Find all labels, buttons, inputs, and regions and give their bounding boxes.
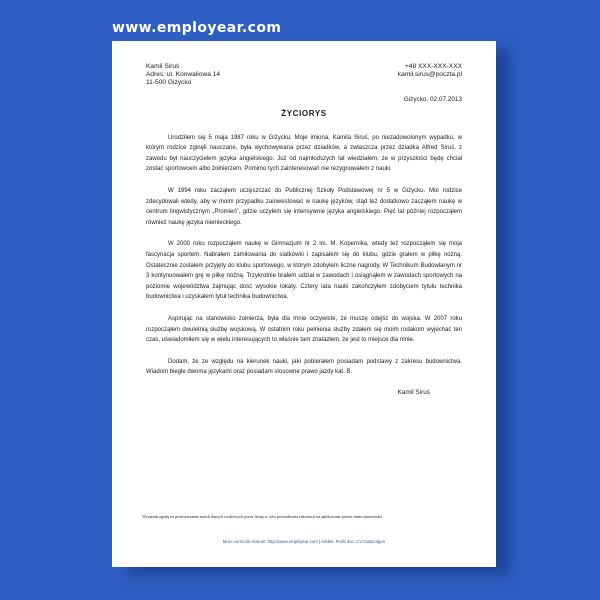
sender-address: Adres: ul. Konwaliowa 14 <box>146 71 221 79</box>
letter-header <box>146 63 462 88</box>
sender-name: Kamil Siruś <box>146 63 180 70</box>
contact-block <box>398 63 462 88</box>
contact-phone: +48 XXX-XXX-XXX <box>405 63 462 70</box>
letter-date: Giżycko, 02.07.2013 <box>403 95 462 103</box>
sender-city: 11-500 Giżycko <box>146 79 192 87</box>
consent-footnote: Wyrażam zgodę na przetwarzanie moich danych osobowych przez firmę w celu prowadzenia rekrutacji na aplikowane przeze mnie stanowisko. <box>142 514 383 519</box>
paragraph-2: W 1994 roku zacząłem uczęszczać do Publicznej Szkoły Podstawowej nr 5 w Giżycku. Moi rodzice zdecydowali wtedy, aby w moim przypadku zainwestować w naukę języków, stąd też dodatkowo zacząłem naukę w centrum lingwistycznym „Promień”, gdzie uczyłem się intensywnie języka angielskiego. Pięć lat później rozpocząłem również naukę języka niemieckiego. <box>146 187 462 226</box>
paragraph-4: Aspirując na stanowisko żołnierza, była dla mnie oczywiste, że muszę odejść do wojska. W 2007 roku rozpocząłem dwuletnią służbę wojskową. W ostatnim roku pełnienia służby zdałem się moim rodakom wyjechać ten czas, uświadomiłem się w wielu interesujących to właśnie tam znalazłem, że jest to miejsce dla mnie. <box>146 315 462 344</box>
paragraph-3: W 2000 roku rozpocząłem naukę w Gimnazjum nr 2 im. M. Kopernika, wtedy też rozpocząłem się moja fascynacja sportem. Nabrałem zamiłowania do siatkówki i zapisałem się do klubu, gdzie grałem w piłkę nożną. Ostatecznie zostałem przyjęty do klubu sportowego, w którym zdobyłem liczne nagrody. W Technikum Budowlanym nr 3 kontynuowałem grę w piłkę nożną. Trzykrotnie brałem udział w zawodach i osiągnąłem w zawodach sportowych na poziomie województwa zajmując dość wysokie lokaty. Cztery lata nauki zakończyłem zdobyciem tytułu technika budownictwa i uzyskałem tytuł technika budownictwa. <box>146 241 462 301</box>
paragraph-1: Urodziłem się 5 maja 1987 roku w Giżycku. Moje imiona, Kamila Siruś, po niezadowolonym wypadku, w którym rodzice zginęli nauczane, była wychowywana przez dziadków, a zwłaszcza przez dziadka Alfred Siruś, z zawodu był nauczycielem języka angielskiego. Już od najmłodszych lat wiedziałem, że w przyszłości będę chciał zostać sportowcem albo żołnierzem. Pomimo tych zainteresowań nie rezygnowałem z nauki. <box>146 134 462 173</box>
site-watermark: www.employear.com <box>112 20 282 36</box>
footer-link[interactable]: More curricula vitarum: http://www.employear.com | Addes: Profit doc. CV.CiaZentgen <box>222 539 386 544</box>
cv-page <box>112 41 496 567</box>
paragraph-5: Dodam, że ze względu na kierunek nauki, jaki pobierałem posiadam podstawy z zakresu budownictwa. Wiadom biegle dwoma językami oraz posiadam stosowne prawo jazdy kat. B. <box>146 358 462 376</box>
sender-block <box>146 63 220 88</box>
contact-email: kamil.sirus@poczta.pl <box>397 71 462 79</box>
document-title: ŻYCIORYS <box>281 108 327 118</box>
signature: Kamil Siruś <box>397 388 430 396</box>
